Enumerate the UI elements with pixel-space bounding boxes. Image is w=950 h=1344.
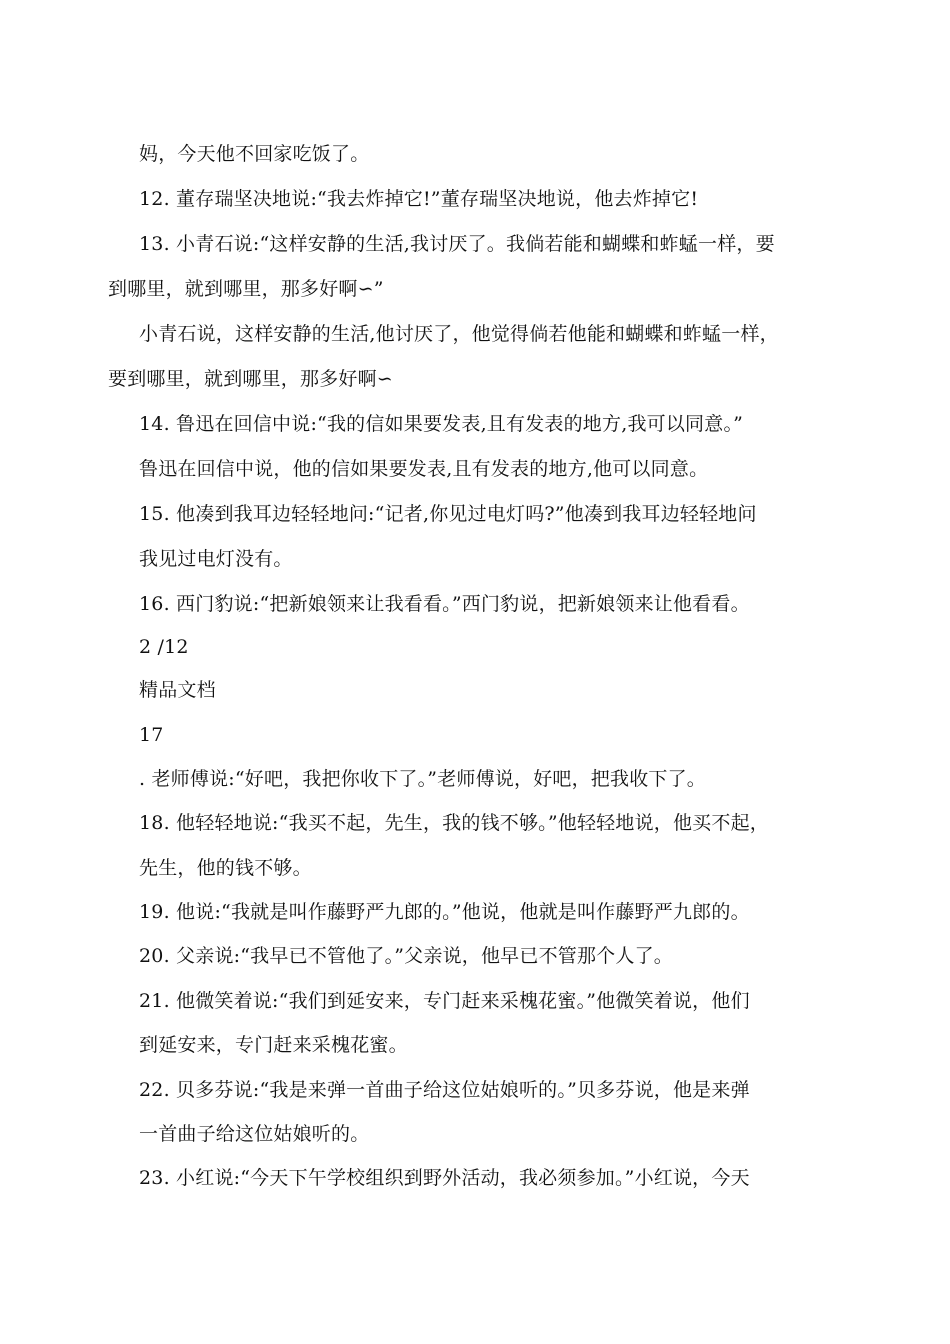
text-line: 20. 父亲说:“我早已不管他了。”父亲说，他早已不管那个人了。	[139, 945, 673, 967]
text-line: 到哪里，就到哪里，那多好啊∽”	[108, 278, 384, 300]
text-line: 要到哪里，就到哪里，那多好啊∽	[108, 368, 393, 390]
text-line: 小青石说，这样安静的生活,他讨厌了，他觉得倘若他能和蝴蝶和蚱蜢一样，	[139, 323, 779, 345]
text-line: 22. 贝多芬说:“我是来弹一首曲子给这位姑娘听的。”贝多芬说，他是来弹	[139, 1079, 750, 1101]
text-line: 23. 小红说:“今天下午学校组织到野外活动，我必须参加。”小红说，今天	[139, 1167, 750, 1189]
document-label: 精品文档	[139, 679, 216, 701]
text-line: 到延安来，专门赶来采槐花蜜。	[139, 1034, 408, 1056]
text-line: 12. 董存瑞坚决地说:“我去炸掉它!”董存瑞坚决地说，他去炸掉它!	[139, 188, 699, 210]
text-line: . 老师傅说:“好吧，我把你收下了。”老师傅说，好吧，把我收下了。	[139, 768, 707, 790]
text-line: 16. 西门豹说:“把新娘领来让我看看。”西门豹说，把新娘领来让他看看。	[139, 593, 750, 615]
page-number: 2 /12	[139, 636, 189, 658]
text-line: 一首曲子给这位姑娘听的。	[139, 1123, 370, 1145]
text-line: 鲁迅在回信中说，他的信如果要发表,且有发表的地方,他可以同意。	[139, 458, 709, 480]
text-line: 14. 鲁迅在回信中说:“我的信如果要发表,且有发表的地方,我可以同意。”	[139, 413, 744, 435]
text-line: 妈，今天他不回家吃饭了。	[139, 143, 370, 165]
text-line: 19. 他说:“我就是叫作藤野严九郎的。”他说，他就是叫作藤野严九郎的。	[139, 901, 750, 923]
text-line: 先生，他的钱不够。	[139, 857, 312, 879]
text-line: 17	[139, 724, 164, 746]
text-line: 13. 小青石说:“这样安静的生活,我讨厌了。我倘若能和蝴蝶和蚱蜢一样，要	[139, 233, 775, 255]
text-line: 我见过电灯没有。	[139, 548, 293, 570]
text-line: 15. 他凑到我耳边轻轻地问:“记者,你见过电灯吗?”他凑到我耳边轻轻地问	[139, 503, 757, 525]
text-line: 18. 他轻轻地说:“我买不起，先生，我的钱不够。”他轻轻地说，他买不起，	[139, 812, 769, 834]
text-line: 21. 他微笑着说:“我们到延安来，专门赶来采槐花蜜。”他微笑着说，他们	[139, 990, 750, 1012]
